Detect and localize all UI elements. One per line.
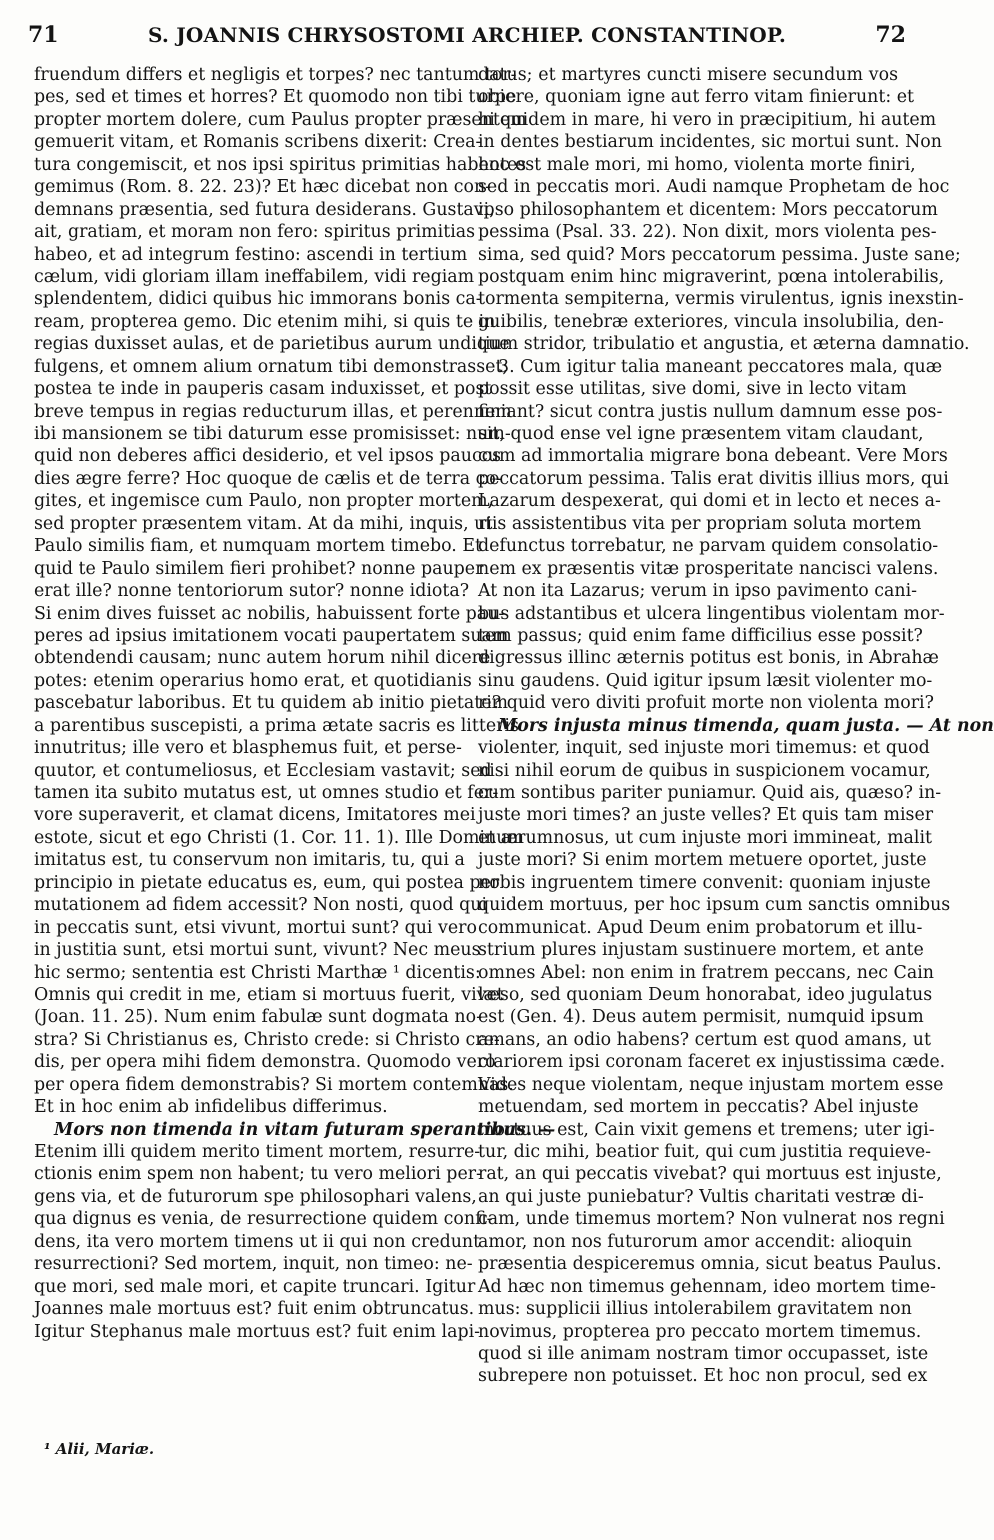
text-line: subrepere non potuisset. Et hoc non procul, sed ex [478,1366,928,1387]
text-line: ctionis enim spem non habent; tu vero meliori per- [34,1164,482,1185]
text-line: nobis ingruentem timere convenit: quoniam injuste [478,872,931,893]
text-line: hic sermo; sententia est Christi Marthæ ¹ dicentis: [34,962,481,983]
text-line: Lazarum despexerat, qui domi et in lecto et neces a- [478,491,941,512]
text-line: Ad hæc non timemus gehennam, ideo mortem time- [478,1276,936,1297]
text-line: quutor, et contumeliosus, et Ecclesiam vastavit; sed [34,760,492,781]
text-line: juste mori times? an juste velles? Et quis tam miser [478,805,934,826]
text-line: Et in hoc enim ab infidelibus differimus. [34,1097,388,1118]
text-line: Mors non timenda in vitam futuram sperantibus. — [54,1119,556,1140]
text-line: quod si ille animam nostram timor occupasset, iste [478,1343,929,1364]
text-line: peres ad ipsius imitationem vocati paupertatem suam [34,625,509,646]
text-line: Igitur Stephanus male mortuus est? fuit enim lapi- [34,1321,481,1342]
text-line: hi quidem in mare, hi vero in præcipitium, hi autem [478,109,937,130]
text-line: postquam enim hinc migraverint, pœna intolerabilis, [478,266,945,287]
text-line: tamen ita subito mutatus est, ut omnes studio et fer- [34,783,499,803]
right-text-column [478,64,994,1388]
text-line: datus; et martyres cuncti misere secundum vos [478,65,898,85]
text-line: ri? quid vero diviti profuit morte non violenta mori? [478,693,934,714]
text-line: demnans præsentia, sed futura desiderans. Gustavi, [34,199,495,220]
text-line: Etenim illi quidem merito timent mortem, resurre- [34,1142,481,1162]
text-line: tem passus; quid enim fame difficilius esse possit? [478,625,923,646]
text-line: regias duxisset aulas, et de parietibus aurum undique [34,334,510,355]
text-line: amans, an odio habens? certum est quod amans, ut [478,1029,931,1050]
text-line: imitatus est, tu conservum non imitaris, tu, qui a [34,850,465,871]
text-line: in justitia sunt, etsi mortui sunt, vivunt? Nec meus [34,940,481,961]
text-line: amor, non nos futurorum amor accendit: alioquin [478,1231,913,1252]
text-line: fulgens, et omnem alium ornatum tibi demonstrasset; [34,356,509,377]
text-line: stra? Si Christianus es, Christo crede: si Christo cre- [34,1029,500,1050]
text-line: per opera fidem demonstrabis? Si mortem contemnas. [34,1074,514,1095]
text-line: pes, sed et times et horres? Et quomodo non tibi turpe [34,87,517,108]
text-line: Si enim dives fuisset ac nobilis, habuissent forte pau- [34,603,505,624]
text-line: peccatorum pessima. Talis erat divitis illius mors, qui [478,468,949,489]
text-line: principio in pietate educatus es, eum, qui postea per [34,872,500,893]
text-line: cum ad immortalia migrare bona debeant. Vere Mors [478,446,948,467]
text-line: mortuus est, Cain vixit gemens et tremens; uter igi- [478,1119,935,1140]
text-line: mutationem ad fidem accessit? Non nosti, quod qui [34,895,488,916]
text-line: innutritus; ille vero et blasphemus fuit, et perse- [34,738,462,759]
text-line: tura congemiscit, et nos ipsi spiritus primitias habentes [34,154,527,175]
text-line: fruendum differs et negligis et torpes? nec tantum tor- [34,65,517,85]
text-line: nisi nihil eorum de quibus in suspicionem vocamur, [478,760,931,781]
text-line: habeo, et ad integrum festino: ascendi in tertium [34,244,468,265]
text-line: quid non deberes affici desiderio, et vel ipsos paucos [34,446,502,467]
text-line: pascebatur laboribus. Et tu quidem ab initio pietatem [34,693,508,714]
footnote: ¹ Alii, Mariæ. [44,1440,155,1458]
right-page-number: 72 [875,22,906,48]
text-line: Paulo similis fiam, et numquam mortem timebo. Et [34,536,483,557]
text-line: in dentes bestiarum incidentes, sic mortui sunt. Non [478,132,942,153]
text-line: sima, sed quid? Mors peccatorum pessima. Juste sane; [478,244,961,265]
text-line: digressus illinc æternis potitus est bonis, in Abrahæ [478,648,939,669]
text-line: sed in peccatis mori. Audi namque Prophetam de hoc [478,177,950,198]
text-line: tormenta sempiterna, vermis virulentus, ignis inexstin- [478,289,964,310]
text-line: estote, sicut et ego Christi (1. Cor. 11. 1). Ille Dominum [34,827,524,848]
text-line: mus: supplicii illius intolerabilem gravitatem non [478,1299,912,1320]
text-line: dis, per opera mihi fidem demonstra. Quomodo vero [34,1052,496,1073]
text-line: guibilis, tenebræ exteriores, vincula insolubilia, den- [478,311,944,332]
text-line: obiere, quoniam igne aut ferro vitam finierunt: et [478,87,915,108]
text-line: cælum, vidi gloriam illam ineffabilem, vidi regiam [34,266,475,287]
text-line: omnes Abel: non enim in fratrem peccans, nec Cain [478,962,934,983]
text-line: At non ita Lazarus; verum in ipso pavimento cani- [478,581,918,602]
text-line: clariorem ipsi coronam faceret ex injustissima cæde. [478,1052,946,1073]
text-line: potes: etenim operarius homo erat, et quotidianis [34,670,472,691]
text-line: strium plures injustam sustinuere mortem, et ante [478,940,924,961]
text-line: gemuerit vitam, et Romanis scribens dixerit: Crea- [34,132,482,153]
text-line: novimus, propterea pro peccato mortem timemus. [478,1321,922,1342]
text-line: et ærumnosus, ut cum injuste mori immineat, malit [478,827,933,848]
text-line: gens via, et de futurorum spe philosophari valens, [34,1186,477,1207]
text-line: riis assistentibus vita per propriam soluta mortem [478,513,922,534]
text-line: dies ægre ferre? Hoc quoque de cælis et de terra co- [34,468,502,489]
text-line: læso, sed quoniam Deum honorabat, ideo jugulatus [478,984,933,1005]
text-line: a parentibus suscepisti, a prima ætate sacris es litteris [34,715,519,736]
text-line: ait, gratiam, et moram non fero: spiritus primitias [34,222,476,243]
text-line: gites, et ingemisce cum Paulo, non propter mortem, [34,491,494,512]
text-line: juste mori? Si enim mortem metuere oportet, juste [478,850,927,871]
text-line: finiant? sicut contra justis nullum damnum esse pos- [478,401,943,422]
text-line: nem ex præsentis vitæ prosperitate nancisci valens. [478,558,939,579]
text-line: metuendam, sed mortem in peccatis? Abel injuste [478,1097,919,1118]
text-line: dens, ita vero mortem timens ut ii qui non credunt [34,1231,481,1252]
text-line: cam, unde timemus mortem? Non vulnerat nos regni [478,1209,945,1230]
text-line: sinu gaudens. Quid igitur ipsum læsit violenter mo- [478,670,933,691]
text-line: defunctus torrebatur, ne parvam quidem consolatio- [478,536,939,557]
text-line: que mori, sed male mori, et capite truncari. Igitur [34,1276,476,1297]
running-title: S. JOANNIS CHRYSOSTOMI ARCHIEP. CONSTANTINOP. [147,23,787,47]
text-line: Vides neque violentam, neque injustam mortem esse [478,1074,944,1095]
text-line: rat, an qui peccatis vivebat? qui mortuus est injuste, [478,1164,942,1185]
text-line: (Joan. 11. 25). Num enim fabulæ sunt dogmata no- [34,1007,482,1028]
text-line: Joannes male mortuus est? fuit enim obtruncatus. [34,1299,475,1320]
text-line: tium stridor, tribulatio et angustia, et æterna damnatio. [478,334,970,355]
text-line: Omnis qui credit in me, etiam si mortuus fuerit, vivet [34,984,504,1005]
text-line: propter mortem dolere, cum Paulus propter præsentem [34,109,527,130]
text-line: quidem mortuus, per hoc ipsum cum sanctis omnibus [478,895,951,916]
text-line: sit, quod ense vel igne præsentem vitam claudant, [478,424,924,444]
text-line: ream, propterea gemo. Dic etenim mihi, si quis te in [34,311,496,332]
left-page-number: 71 [28,22,59,48]
text-line: splendentem, didici quibus hic immorans bonis ca- [34,289,482,310]
text-line: ipso philosophantem et dicentem: Mors peccatorum [478,199,938,220]
text-line: communicat. Apud Deum enim probatorum et illu- [478,917,923,938]
text-line: qua dignus es venia, de resurrectione quidem confi- [34,1209,493,1230]
text-line: vore superaverit, et clamat dicens, Imitatores mei [34,805,476,826]
text-line: breve tempus in regias reducturum illas, et perennem [34,401,512,422]
text-line: postea te inde in pauperis casam induxisset, et post [34,379,492,400]
text-line: violenter, inquit, sed injuste mori timemus: et quod [478,738,930,759]
left-text-column [34,64,556,1343]
text-line: hoc est male mori, mi homo, violenta morte finiri, [478,154,916,175]
text-line: sed propter præsentem vitam. At da mihi, inquis, ut [34,513,493,534]
text-line: in peccatis sunt, etsi vivunt, mortui sunt? qui vero [34,917,477,938]
text-line: est (Gen. 4). Deus autem permisit, numquid ipsum [478,1007,924,1028]
text-line: pessima (Psal. 33. 22). Non dixit, mors violenta pes- [478,222,937,243]
text-line: erat ille? nonne tentoriorum sutor? nonne idiota? [34,581,470,602]
text-line: resurrectioni? Sed mortem, inquit, non timeo: ne- [34,1254,473,1275]
text-line: præsentia despiceremus omnia, sicut beatus Paulus. [478,1254,942,1275]
text-line: cum sontibus pariter puniamur. Quid ais, quæso? in- [478,783,942,803]
text-line: tur, dic mihi, beatior fuit, qui cum justitia requieve- [478,1142,932,1162]
text-line: 3. Cum igitur talia maneant peccatores mala, quæ [498,356,943,377]
text-line: obtendendi causam; nunc autem horum nihil dicere [34,648,491,669]
text-line: Mors injusta minus timenda, quam justa. — At non [498,715,994,736]
text-line: ibi mansionem se tibi daturum esse promisisset: num- [34,424,511,444]
text-line: quid te Paulo similem fieri prohibet? nonne pauper [34,558,484,579]
text-line: possit esse utilitas, sive domi, sive in lecto vitam [478,379,907,400]
page-header [28,22,906,62]
text-line: bus adstantibus et ulcera lingentibus violentam mor- [478,603,945,624]
text-line: gemimus (Rom. 8. 22. 23)? Et hæc dicebat non con- [34,177,492,198]
text-line: an qui juste puniebatur? Vultis charitati vestræ di- [478,1186,924,1207]
